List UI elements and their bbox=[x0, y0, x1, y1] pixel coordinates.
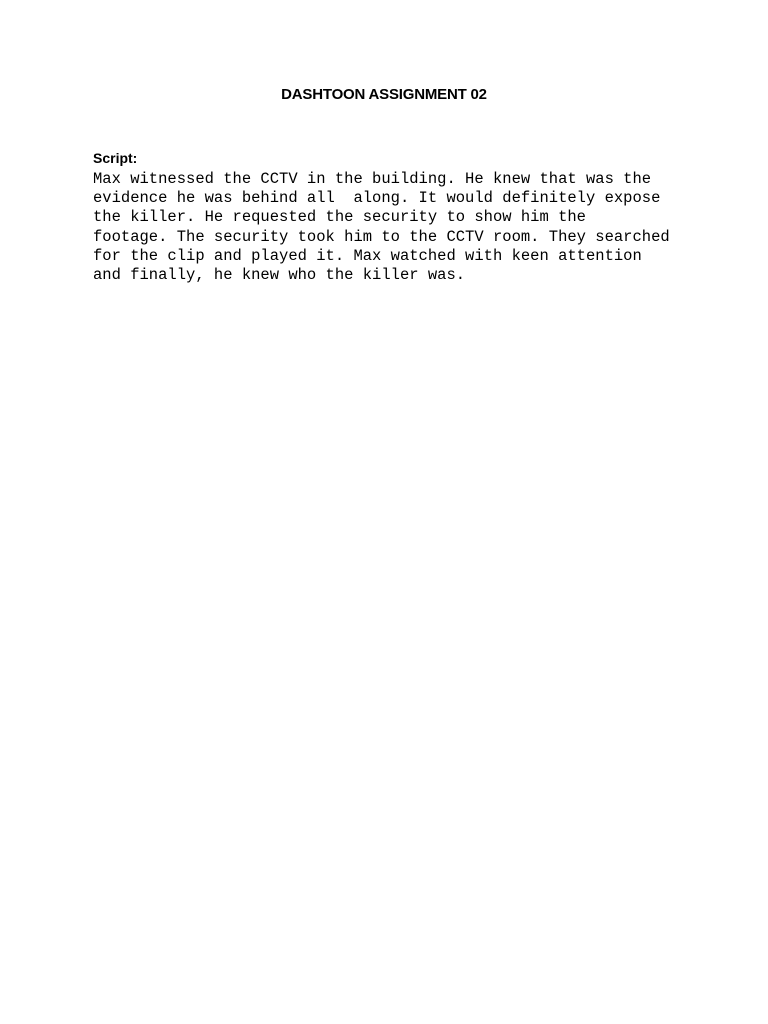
document-title: DASHTOON ASSIGNMENT 02 bbox=[281, 86, 487, 103]
script-line: footage. The security took him to the CCTV room. They searched bbox=[93, 227, 670, 246]
script-line: the killer. He requested the security to show him the bbox=[93, 208, 586, 227]
script-body bbox=[93, 170, 693, 285]
script-line: Max witnessed the CCTV in the building. He knew that was the bbox=[93, 170, 652, 188]
script-label: Script: bbox=[93, 150, 138, 166]
script-line: and finally, he knew who the killer was. bbox=[93, 266, 466, 285]
script-line: evidence he was behind all along. It would definitely expose bbox=[93, 189, 661, 208]
script-line: for the clip and played it. Max watched with keen attention bbox=[93, 246, 642, 265]
